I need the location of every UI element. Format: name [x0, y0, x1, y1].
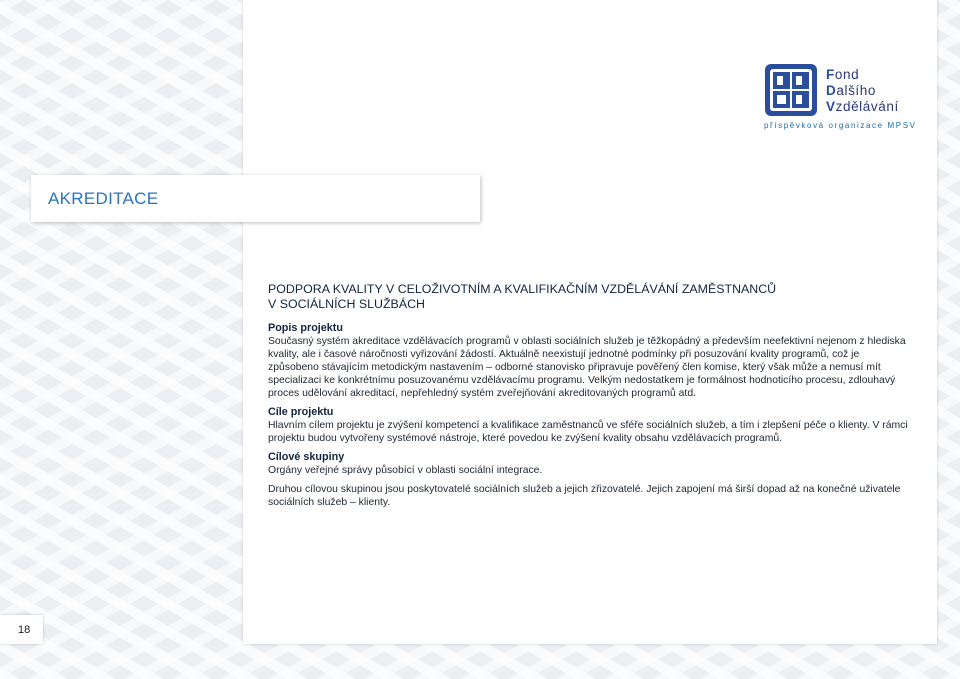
popis-paragraph: Současný systém akreditace vzdělávacích programů v oblasti sociálních služeb je těžkopádný a především neefektivní nejenom z hlediska kvality, ale i časové náročnosti vyřizování žádostí. Aktuálně neexistují jednotné podmínky při posuzování kvality programů, což je způsobeno stávajícím metodickým nastavením – odborné stanovisko připravuje pověřený člen komise, který však může a nemusí mít specializaci ke konkrétnímu posuzovanému vzdělávacímu programu. Velkým nedostatkem je formálnost hodnoticího procesu, zdlouhavý proces udělování akreditací, nepřehledný systém zveřejňování akreditovaných programů atd.	[268, 336, 906, 399]
page-number: 18	[18, 624, 31, 636]
section-title-box	[31, 175, 480, 222]
logo-line-2: Dalšího	[826, 83, 876, 98]
document-content	[268, 282, 908, 509]
document-heading	[268, 282, 908, 312]
heading-line-2: V SOCIÁLNÍCH SLUŽBÁCH	[268, 297, 425, 311]
cile-heading: Cíle projektu	[268, 406, 334, 418]
logo-line-1: Fond	[826, 67, 860, 82]
logo-wordmark	[826, 67, 899, 115]
cilove-skupiny-paragraph-1: Orgány veřejné správy působící v oblasti sociální integrace.	[268, 465, 543, 476]
logo-subtitle: příspěvková organizace MPSV	[764, 121, 917, 130]
cilove-skupiny-heading: Cílové skupiny	[268, 451, 345, 463]
logo-line-3: Vzdělávání	[826, 99, 899, 114]
fdv-logo-icon	[764, 63, 818, 117]
cilove-skupiny-paragraph-2: Druhou cílovou skupinou jsou poskytovatelé sociálních služeb a jejich zřizovatelé. Jejich zapojení má širší dopad až na konečné uživatele sociálních služeb – klienty.	[268, 484, 901, 508]
page-number-box	[0, 615, 43, 644]
heading-line-1: PODPORA KVALITY V CELOŽIVOTNÍM A KVALIFIKAČNÍM VZDĚLÁVÁNÍ ZAMĚSTNANCŮ	[268, 282, 777, 296]
cile-paragraph: Hlavním cílem projektu je zvýšení kompetencí a kvalifikace zaměstnanců ve sféře sociálních služeb, a tím i zlepšení péče o klienty. V rámci projektu budou vytvořeny systémové nástroje, které povedou ke zvýšení kvality obsahu vzdělávacích programů.	[268, 420, 908, 444]
section-title: AKREDITACE	[48, 189, 159, 208]
popis-heading: Popis projektu	[268, 322, 343, 334]
fdv-logo	[764, 63, 924, 133]
